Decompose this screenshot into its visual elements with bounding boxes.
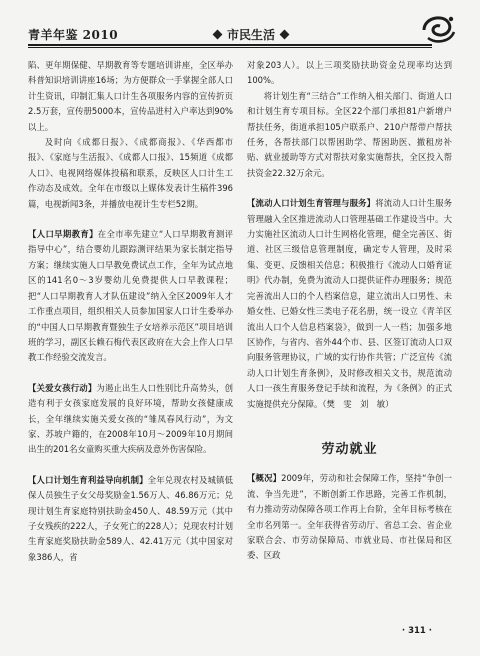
section-incentive-mechanism (28, 473, 233, 565)
header-rule (28, 44, 432, 46)
section-text: 2009年，劳动和社会保障工作，坚持“争创一流、争当先进”，不断创新工作思路，完善工作机制，有力推动劳动保障各项工作再上台阶，全年目标考核在全市名列第一。全年获得省劳动厅、省总工会、省企业家联合会、市劳动保障局、市就业局、市社保局和区委、区政 (247, 473, 453, 561)
author-credit: （樊 雯 刘 敏） (322, 398, 394, 409)
paragraph: 对象203人）。以上三项奖励扶助资金兑现率均达到100%。 (247, 60, 452, 86)
section-overview (247, 471, 452, 563)
section-floating-population (247, 196, 452, 412)
paragraph: 将计划生育“三结合”工作纳入相关部门、街道人口和计划生育专项目标。全区22个部门承担81户新增户帮扶任务，街道承担105户联系户、210户帮带户帮扶任务，各帮扶部门以帮困助学、帮困助医、撤租房补贴、就业援助等方式对帮扶对象实施帮扶，全区投入帮扶资金22.32万余元。 (247, 90, 452, 178)
diamond-icon (280, 30, 290, 40)
section-heading: 【概况】 (247, 473, 282, 484)
page-header (28, 18, 452, 46)
left-column (28, 58, 233, 565)
section-heading: 【人口计划生育利益导向机制】 (28, 474, 148, 485)
section-care-for-girls (28, 381, 233, 458)
section-title (208, 26, 294, 43)
paragraph: 陷、更年期保健、早期教育等专题培训讲座，全区举办科普知识培训讲座16场；为方便群众一手掌握全部人口计生资讯，印制汇集人口计生各项服务内容的宣传折页2.5万套，宣传册5000本，宣传品进村入户率达到90%以上。 (28, 60, 233, 132)
section-text: 为遏止出生人口性别比升高势头，创造有利于女孩家庭发展的良好环境，帮助女孩健康成长，全年继续实施关爱女孩的“雏凤春风行动”，为文家、苏坡户籍的，在2008年10月～2009年10月期间出生的201名女童购买重大疾病及意外伤害保险。 (28, 382, 233, 455)
section-name: 市民生活 (227, 28, 276, 42)
header-rule-thin (28, 47, 432, 48)
section-early-education (28, 227, 233, 366)
swirl-logo-icon (418, 12, 458, 46)
yearbook-title: 青羊年鉴 2010 (28, 28, 119, 42)
diamond-icon (213, 30, 223, 40)
section-heading: 【关爱女孩行动】 (28, 382, 97, 393)
section-heading: 【人口早期教育】 (28, 229, 98, 240)
chapter-title: 劳动就业 (321, 441, 378, 457)
section-text: 全年兑现农村及城镇低保人员独生子女父母奖励金1.56万人、46.86万元；兑现计划生育家庭特别扶助金450人、48.59万元（其中子女残疾的222人，子女死亡的228人）；兑现农村计划生育家庭奖励扶助金589人、42.41万元（其中国家对象386人，省 (28, 474, 234, 562)
paragraph: 及时向《成都日报》、《成都商报》、《华西都市报》、《家庭与生活报》、《成都人口报》、15频道《成都人口》、电视网络媒体投稿和联系，反映区人口计生工作动态及成效。全年在市级以上媒体发表计生稿件396篇，电视新闻3条，并播放电视计生专栏52期。 (28, 137, 233, 209)
right-column (247, 58, 452, 564)
section-heading: 【流动人口计划生育管理与服务】 (247, 198, 376, 209)
page-number: · 311 · (401, 626, 432, 636)
section-text: 在全市率先建立“人口早期教育测评指导中心”，结合婴幼儿跟踪测评结果为家长制定指导方案；继续实施人口早教免费试点工作，全年为试点地区的141名0～3岁婴幼儿免费提供人口早教课程；把“人口早期教育人才队伍建设”纳入全区2009年人才工作重点项目，组织相关人员参加国家人口计生委举办的“中国人口早期教育暨独生子女培养示范区”项目培训班的学习，副区长赖石梅代表区政府在大会上作人口早教工作经验交流发言。 (28, 229, 233, 363)
section-text: 将流动人口计生服务管理融入全区推进流动人口管理基础工作建设当中。大力实施社区流动人口计生网格化管理，健全完善区、街道、社区三级信息管理制度，确定专人管理，及时采集、变更、反馈相关信息；积极推行《流动人口婚育证明》代办制，免费为流动人口提供证件办理服务；规范完善流出人口的个人档案信息，建立流出人口男性、未婚女性、已婚女性三类电子花名册，统一设立《青羊区流出人口个人信息档案袋》，做到一人一档；加强多地区协作，与省内、省外44个市、县、区签订流动人口双向服务管理协议，广域的实行协作共管；广泛宣传《流动人口计划生育条例》，及时修改相关文书，规范流动人口一孩生育服务登记手续和流程，为《条例》的正式实施提供充分保障。 (247, 198, 453, 409)
